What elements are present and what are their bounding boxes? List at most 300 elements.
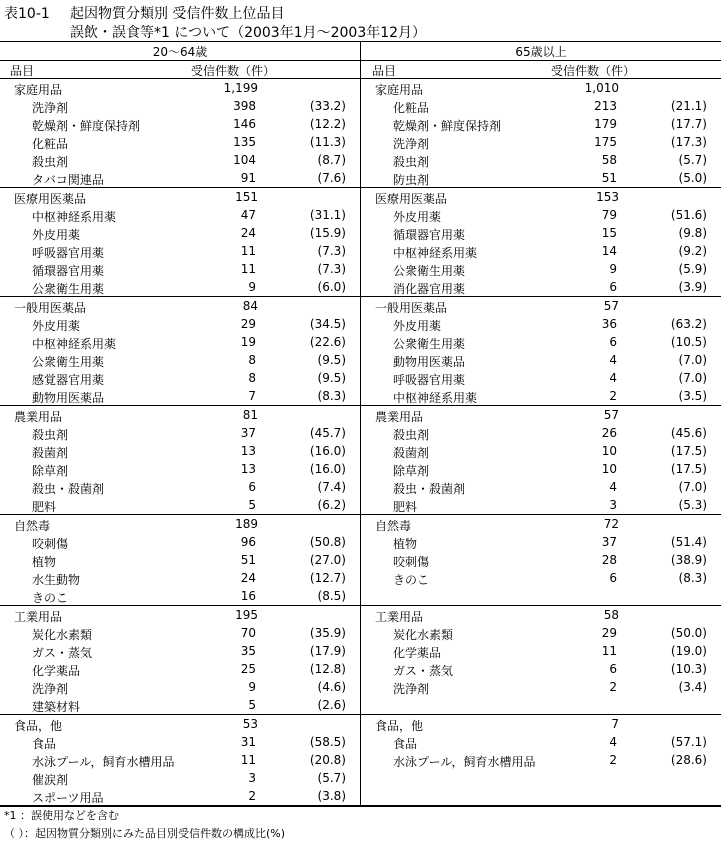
item-percentage: (12.8) [309, 662, 346, 676]
item-percentage: (17.7) [670, 117, 707, 131]
item-percentage: (7.3) [317, 244, 346, 258]
item-count: 31 [240, 735, 256, 749]
item-count: 91 [240, 171, 256, 185]
item-percentage: (7.0) [678, 480, 707, 494]
item-count: 36 [601, 317, 617, 331]
item-row [0, 278, 360, 296]
item-row [0, 351, 360, 369]
item-row [0, 569, 360, 587]
item-name: 乾燥剤・鮮度保持剤 [393, 119, 502, 133]
item-row [0, 224, 360, 242]
item-row [361, 551, 721, 569]
item-count: 9 [248, 680, 256, 694]
item-name: 動物用医薬品 [32, 391, 105, 405]
item-row [361, 278, 721, 296]
item-percentage: (9.5) [317, 353, 346, 367]
item-count: 5 [248, 698, 256, 712]
category-row [0, 188, 360, 206]
category-count: 189 [235, 517, 258, 531]
item-row [0, 260, 360, 278]
item-name: 公衆衛生用薬 [393, 337, 466, 351]
item-name: 建築材料 [32, 700, 81, 714]
item-count: 70 [240, 626, 256, 640]
item-percentage: (5.3) [678, 498, 707, 512]
footnotes [4, 807, 285, 843]
item-row [0, 169, 360, 187]
item-row [0, 496, 360, 514]
category-row [0, 79, 360, 97]
item-percentage: (7.4) [317, 480, 346, 494]
item-row [0, 642, 360, 660]
item-name: 殺菌剤 [32, 446, 69, 460]
item-row [0, 333, 360, 351]
item-name: 外皮用薬 [32, 228, 81, 242]
data-table [0, 41, 721, 807]
category-name: 食品，他 [14, 719, 63, 733]
item-count: 179 [594, 117, 617, 131]
item-count: 6 [609, 571, 617, 585]
category-name: 工業用品 [14, 610, 63, 624]
item-count: 29 [240, 317, 256, 331]
category-row [361, 515, 721, 533]
category-count: 195 [235, 608, 258, 622]
category-name: 一般用医薬品 [375, 301, 448, 315]
group-right-column [361, 715, 721, 769]
item-row [0, 696, 360, 714]
item-name: 肥料 [393, 500, 418, 514]
item-count: 6 [609, 335, 617, 349]
footnote-1: *1 ：誤使用などを含む [4, 809, 119, 822]
item-count: 8 [248, 371, 256, 385]
item-percentage: (5.7) [317, 771, 346, 785]
item-name: 呼吸器官用薬 [32, 246, 105, 260]
category-row [361, 297, 721, 315]
item-name: ガス・蒸気 [32, 646, 93, 660]
category-count: 7 [611, 717, 619, 731]
item-row [0, 424, 360, 442]
category-name: 医療用医薬品 [14, 192, 87, 206]
group-left-column [0, 515, 360, 605]
item-count: 26 [601, 426, 617, 440]
category-row [361, 606, 721, 624]
category-row [0, 515, 360, 533]
item-count: 213 [594, 99, 617, 113]
item-row [0, 115, 360, 133]
item-percentage: (6.2) [317, 498, 346, 512]
item-percentage: (9.2) [678, 244, 707, 258]
item-percentage: (17.5) [670, 462, 707, 476]
item-count: 6 [609, 280, 617, 294]
item-name: 催涙剤 [32, 773, 69, 787]
item-count: 28 [601, 553, 617, 567]
category-count: 84 [242, 299, 258, 313]
item-count: 37 [240, 426, 256, 440]
item-count: 96 [240, 535, 256, 549]
table-title [4, 3, 284, 23]
item-row [361, 678, 721, 696]
item-row [0, 551, 360, 569]
item-row [361, 751, 721, 769]
item-count: 11 [601, 644, 617, 658]
item-percentage: (3.9) [678, 280, 707, 294]
category-name: 家庭用品 [375, 83, 424, 97]
category-name: 工業用品 [375, 610, 424, 624]
category-name: 医療用医薬品 [375, 192, 448, 206]
item-percentage: (28.6) [670, 753, 707, 767]
item-percentage: (17.3) [670, 135, 707, 149]
item-name: 除草剤 [393, 464, 430, 478]
group-left-column [0, 406, 360, 514]
item-percentage: (34.5) [309, 317, 346, 331]
item-row [361, 642, 721, 660]
item-percentage: (63.2) [670, 317, 707, 331]
category-row [0, 606, 360, 624]
item-count: 11 [240, 244, 256, 258]
item-row [361, 169, 721, 187]
item-percentage: (8.5) [317, 589, 346, 603]
item-count: 25 [240, 662, 256, 676]
item-count: 6 [609, 662, 617, 676]
item-row [361, 369, 721, 387]
table-subtitle: 誤飲・誤食等*1 について（2003年1月～2003年12月） [70, 25, 427, 41]
item-percentage: (20.8) [309, 753, 346, 767]
item-count: 135 [233, 135, 256, 149]
item-row [361, 660, 721, 678]
item-row [361, 424, 721, 442]
item-row [361, 315, 721, 333]
item-row [361, 624, 721, 642]
item-count: 10 [601, 462, 617, 476]
item-name: 水泳プール，飼育水槽用品 [32, 755, 175, 769]
category-group [0, 297, 721, 406]
col-header-item-right: 品目 [372, 64, 397, 78]
item-count: 29 [601, 626, 617, 640]
item-row [361, 115, 721, 133]
item-count: 35 [240, 644, 256, 658]
item-name: 水泳プール，飼育水槽用品 [393, 755, 536, 769]
item-count: 37 [601, 535, 617, 549]
category-group [0, 515, 721, 606]
item-count: 4 [609, 480, 617, 494]
item-count: 47 [240, 208, 256, 222]
item-count: 11 [240, 262, 256, 276]
item-name: 化粧品 [393, 101, 430, 115]
item-row [361, 260, 721, 278]
item-count: 146 [233, 117, 256, 131]
item-count: 104 [233, 153, 256, 167]
item-name: 中枢神経系用薬 [32, 337, 117, 351]
category-row [361, 79, 721, 97]
group-left-column [0, 297, 360, 405]
category-row [361, 715, 721, 733]
item-count: 4 [609, 353, 617, 367]
item-count: 2 [609, 389, 617, 403]
item-percentage: (16.0) [309, 444, 346, 458]
category-name: 家庭用品 [14, 83, 63, 97]
item-row [361, 478, 721, 496]
item-name: 防虫剤 [393, 173, 430, 187]
item-name: 中枢神経系用薬 [393, 246, 478, 260]
category-count: 153 [596, 190, 619, 204]
item-percentage: (8.3) [317, 389, 346, 403]
group-right-column [361, 606, 721, 696]
item-row [0, 751, 360, 769]
category-name: 食品，他 [375, 719, 424, 733]
item-count: 51 [240, 553, 256, 567]
item-count: 4 [609, 735, 617, 749]
table-number: 表10-1 [4, 6, 50, 22]
item-name: 殺虫・殺菌剤 [393, 482, 466, 496]
item-name: 植物 [393, 537, 418, 551]
item-percentage: (22.6) [309, 335, 346, 349]
category-row [361, 406, 721, 424]
item-name: 殺菌剤 [393, 446, 430, 460]
item-percentage: (38.9) [670, 553, 707, 567]
category-name: 自然毒 [375, 519, 412, 533]
category-count: 58 [603, 608, 619, 622]
col-header-count-right: 受信件数（件） [551, 64, 636, 78]
item-row [0, 97, 360, 115]
item-count: 14 [601, 244, 617, 258]
item-name: 消化器官用薬 [393, 282, 466, 296]
table-title-text: 起因物質分類別 受信件数上位品目 [70, 6, 285, 22]
group-right-column [361, 406, 721, 514]
item-count: 51 [601, 171, 617, 185]
item-row [361, 569, 721, 587]
category-count: 1,199 [223, 81, 258, 95]
item-name: 洗浄剤 [32, 101, 69, 115]
item-row [0, 151, 360, 169]
item-name: 炭化水素類 [393, 628, 454, 642]
group-left-column [0, 79, 360, 187]
item-count: 9 [609, 262, 617, 276]
item-row [0, 587, 360, 605]
category-count: 151 [235, 190, 258, 204]
category-row [0, 406, 360, 424]
item-count: 5 [248, 498, 256, 512]
item-percentage: (58.5) [309, 735, 346, 749]
category-name: 農業用品 [14, 410, 63, 424]
item-percentage: (3.4) [678, 680, 707, 694]
item-row [0, 442, 360, 460]
item-percentage: (50.8) [309, 535, 346, 549]
item-count: 3 [248, 771, 256, 785]
category-group [0, 188, 721, 297]
group-right-column [361, 297, 721, 405]
item-row [361, 333, 721, 351]
item-name: 循環器官用薬 [32, 264, 105, 278]
category-name: 一般用医薬品 [14, 301, 87, 315]
item-percentage: (35.9) [309, 626, 346, 640]
item-name: 殺虫・殺菌剤 [32, 482, 105, 496]
item-row [361, 496, 721, 514]
item-row [0, 533, 360, 551]
item-row [361, 133, 721, 151]
item-percentage: (12.7) [309, 571, 346, 585]
group-left-column [0, 715, 360, 805]
item-count: 15 [601, 226, 617, 240]
item-name: 食品 [393, 737, 418, 751]
item-row [0, 206, 360, 224]
item-row [361, 206, 721, 224]
item-name: 中枢神経系用薬 [393, 391, 478, 405]
item-percentage: (57.1) [670, 735, 707, 749]
item-row [361, 733, 721, 751]
item-name: 殺虫剤 [32, 428, 69, 442]
item-percentage: (6.0) [317, 280, 346, 294]
item-count: 2 [248, 789, 256, 803]
item-row [361, 351, 721, 369]
item-count: 2 [609, 753, 617, 767]
item-count: 24 [240, 226, 256, 240]
item-percentage: (8.7) [317, 153, 346, 167]
item-count: 10 [601, 444, 617, 458]
item-count: 9 [248, 280, 256, 294]
section-header-20-64: 20～64歳 [152, 45, 208, 59]
item-percentage: (9.8) [678, 226, 707, 240]
item-name: 殺虫剤 [32, 155, 69, 169]
item-percentage: (3.8) [317, 789, 346, 803]
item-name: 化学薬品 [32, 664, 81, 678]
item-percentage: (7.3) [317, 262, 346, 276]
item-name: 公衆衛生用薬 [32, 282, 105, 296]
item-count: 11 [240, 753, 256, 767]
item-percentage: (7.0) [678, 353, 707, 367]
item-name: 殺虫剤 [393, 428, 430, 442]
category-count: 57 [603, 408, 619, 422]
item-name: ガス・蒸気 [393, 664, 454, 678]
item-count: 6 [248, 480, 256, 494]
col-header-item-left: 品目 [10, 64, 35, 78]
item-row [361, 442, 721, 460]
item-percentage: (12.2) [309, 117, 346, 131]
category-count: 72 [603, 517, 619, 531]
item-percentage: (3.5) [678, 389, 707, 403]
item-name: 外皮用薬 [32, 319, 81, 333]
item-percentage: (45.6) [670, 426, 707, 440]
item-name: 洗浄剤 [32, 682, 69, 696]
item-row [0, 660, 360, 678]
item-percentage: (7.6) [317, 171, 346, 185]
category-group [0, 715, 721, 806]
item-percentage: (2.6) [317, 698, 346, 712]
item-name: 化粧品 [32, 137, 69, 151]
item-percentage: (33.2) [309, 99, 346, 113]
item-count: 4 [609, 371, 617, 385]
item-row [361, 533, 721, 551]
item-name: 中枢神経系用薬 [32, 210, 117, 224]
item-name: 公衆衛生用薬 [32, 355, 105, 369]
item-name: 洗浄剤 [393, 682, 430, 696]
item-name: 咬刺傷 [393, 555, 430, 569]
item-percentage: (17.5) [670, 444, 707, 458]
group-right-column [361, 515, 721, 587]
item-name: 除草剤 [32, 464, 69, 478]
item-count: 19 [240, 335, 256, 349]
item-name: 乾燥剤・鮮度保持剤 [32, 119, 141, 133]
item-percentage: (15.9) [309, 226, 346, 240]
item-name: 炭化水素類 [32, 628, 93, 642]
item-percentage: (51.4) [670, 535, 707, 549]
item-count: 79 [601, 208, 617, 222]
item-name: 植物 [32, 555, 57, 569]
category-count: 53 [242, 717, 258, 731]
item-count: 16 [240, 589, 256, 603]
category-group [0, 79, 721, 188]
item-percentage: (51.6) [670, 208, 707, 222]
item-count: 175 [594, 135, 617, 149]
category-group [0, 606, 721, 715]
item-row [0, 624, 360, 642]
item-name: 洗浄剤 [393, 137, 430, 151]
item-row [361, 387, 721, 405]
item-percentage: (50.0) [670, 626, 707, 640]
item-percentage: (9.5) [317, 371, 346, 385]
item-name: 咬刺傷 [32, 537, 69, 551]
item-name: タバコ関連品 [32, 173, 104, 187]
item-percentage: (45.7) [309, 426, 346, 440]
item-name: 呼吸器官用薬 [393, 373, 466, 387]
col-header-count-left: 受信件数（件） [191, 64, 276, 78]
item-name: きのこ [32, 591, 69, 605]
item-count: 2 [609, 680, 617, 694]
item-percentage: (17.9) [309, 644, 346, 658]
item-percentage: (31.1) [309, 208, 346, 222]
item-row [0, 242, 360, 260]
item-percentage: (21.1) [670, 99, 707, 113]
category-name: 自然毒 [14, 519, 51, 533]
group-right-column [361, 79, 721, 187]
category-count: 57 [603, 299, 619, 313]
item-row [0, 387, 360, 405]
table-body [0, 79, 721, 806]
item-count: 58 [601, 153, 617, 167]
item-name: 外皮用薬 [393, 210, 442, 224]
item-row [0, 369, 360, 387]
item-row [0, 478, 360, 496]
item-percentage: (27.0) [309, 553, 346, 567]
item-name: 公衆衛生用薬 [393, 264, 466, 278]
item-percentage: (7.0) [678, 371, 707, 385]
item-row [0, 315, 360, 333]
category-name: 農業用品 [375, 410, 424, 424]
item-percentage: (10.5) [670, 335, 707, 349]
item-count: 8 [248, 353, 256, 367]
category-row [0, 715, 360, 733]
group-left-column [0, 188, 360, 296]
item-count: 13 [240, 444, 256, 458]
item-name: 循環器官用薬 [393, 228, 466, 242]
item-name: 動物用医薬品 [393, 355, 466, 369]
item-name: スポーツ用品 [32, 791, 104, 805]
footnote-2: （ ）：起因物質分類別にみた品目別受信件数の構成比(%) [4, 827, 286, 840]
item-percentage: (11.3) [309, 135, 346, 149]
item-name: 殺虫剤 [393, 155, 430, 169]
item-name: 食品 [32, 737, 57, 751]
item-row [0, 733, 360, 751]
item-row [0, 133, 360, 151]
column-header-row [0, 61, 721, 79]
section-header-65-plus: 65歳以上 [515, 45, 567, 59]
item-percentage: (5.0) [678, 171, 707, 185]
group-left-column [0, 606, 360, 714]
item-count: 7 [248, 389, 256, 403]
item-row [0, 787, 360, 805]
item-name: きのこ [393, 573, 430, 587]
item-name: 化学薬品 [393, 646, 442, 660]
item-percentage: (19.0) [670, 644, 707, 658]
item-name: 肥料 [32, 500, 57, 514]
